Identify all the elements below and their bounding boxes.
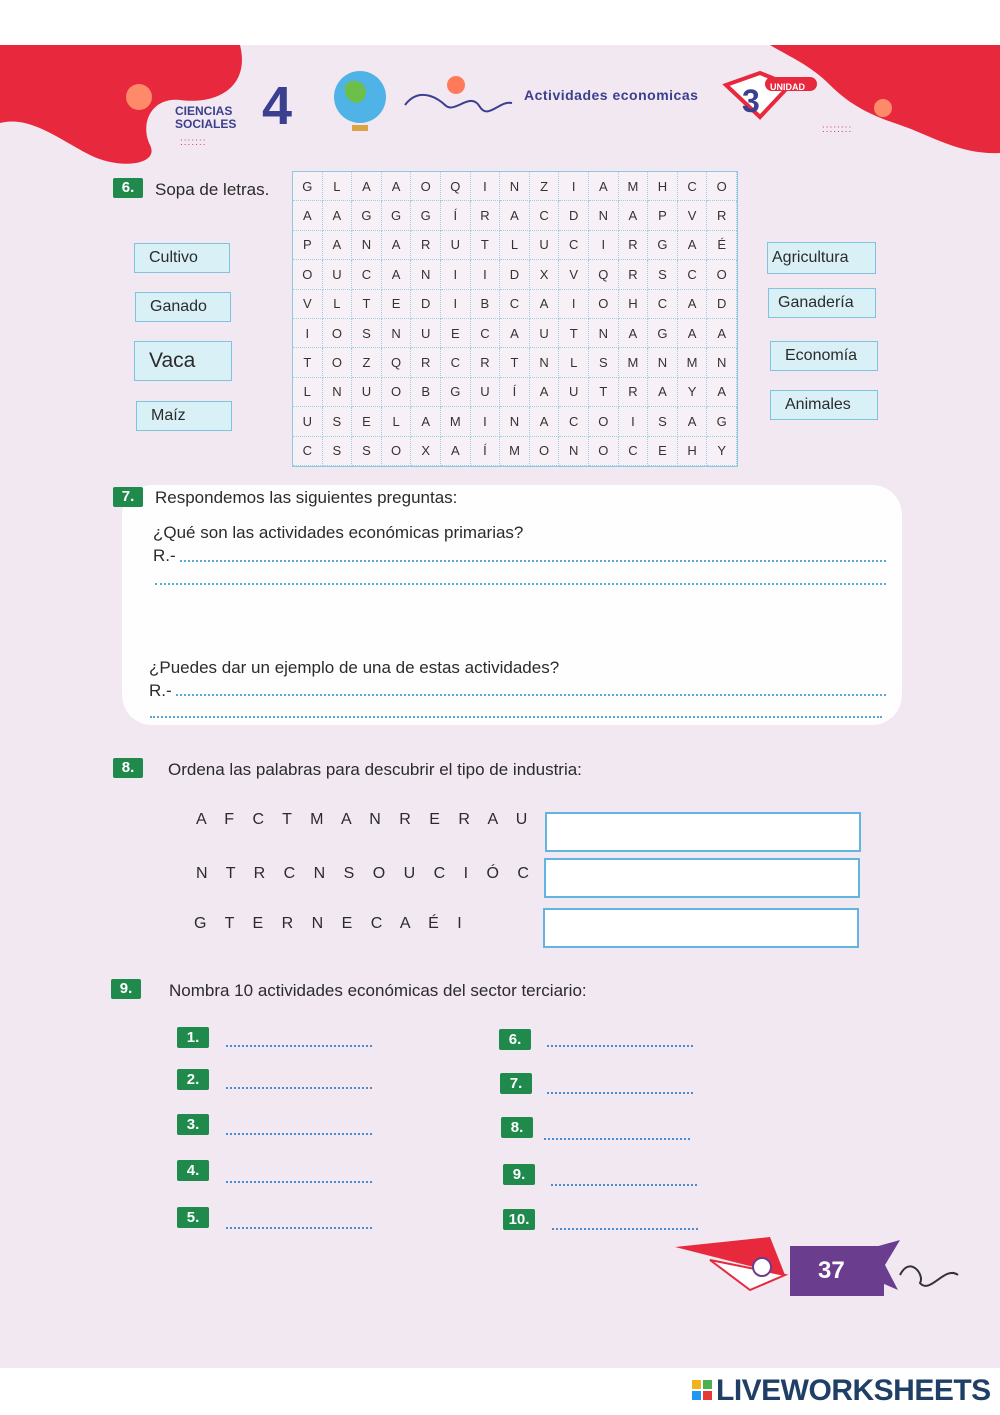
letter-cell[interactable]: C [293,437,323,466]
swirl-footer [900,1266,958,1286]
letter-cell[interactable]: T [293,348,323,377]
letter-cell[interactable]: X [530,260,560,289]
letter-cell[interactable]: M [619,172,649,201]
letter-cell[interactable]: U [293,407,323,436]
letter-cell[interactable]: N [352,231,382,260]
section-6-title: Sopa de letras. [155,180,270,199]
letter-cell[interactable]: U [352,378,382,407]
letter-cell[interactable]: R [619,231,649,260]
letter-cell[interactable]: Y [678,378,708,407]
letter-cell[interactable]: A [678,407,708,436]
letter-cell[interactable]: G [352,201,382,230]
letter-cell[interactable]: I [293,319,323,348]
answer-2-prefix: R.- [149,681,172,700]
letter-cell[interactable]: O [530,437,560,466]
item-line-10[interactable] [552,1228,698,1230]
item-badge-8: 8. [501,1117,533,1138]
answer-1-line-1[interactable] [180,560,886,562]
letter-cell[interactable]: G [648,319,678,348]
item-line-6[interactable] [547,1045,693,1047]
word-search-grid[interactable] [292,171,738,467]
letter-cell[interactable]: T [589,378,619,407]
topic-title: Actividades economicas [524,87,699,103]
letter-cell[interactable]: T [352,290,382,319]
letter-cell[interactable]: V [559,260,589,289]
word-ganaderia: Ganadería [768,288,876,318]
letter-cell[interactable]: C [559,407,589,436]
letter-cell[interactable]: A [352,172,382,201]
letter-cell[interactable]: H [648,172,678,201]
letter-cell[interactable]: Z [530,172,560,201]
letter-cell[interactable]: C [530,201,560,230]
letter-cell[interactable]: O [589,290,619,319]
letter-cell[interactable]: O [382,437,412,466]
letter-cell[interactable]: L [323,172,353,201]
letter-cell[interactable]: D [411,290,441,319]
letter-cell[interactable]: A [530,378,560,407]
header-ball-right [874,99,892,117]
letter-cell[interactable]: Q [441,172,471,201]
letter-cell[interactable]: E [352,407,382,436]
letter-cell[interactable]: D [500,260,530,289]
letter-cell[interactable]: R [411,348,441,377]
letter-cell[interactable]: H [678,437,708,466]
letter-cell[interactable]: A [441,437,471,466]
header-decoration [0,45,1000,175]
item-badge-10: 10. [503,1209,535,1230]
letter-cell[interactable]: V [678,201,708,230]
letter-cell[interactable]: L [323,290,353,319]
letter-cell[interactable]: N [589,201,619,230]
letter-cell[interactable]: I [559,290,589,319]
letter-cell[interactable]: É [707,231,737,260]
letter-cell[interactable]: N [559,437,589,466]
letter-cell[interactable]: G [707,407,737,436]
letter-cell[interactable]: R [619,260,649,289]
letter-cell[interactable]: A [678,290,708,319]
letter-cell[interactable]: M [678,348,708,377]
item-badge-2: 2. [177,1069,209,1090]
letter-cell[interactable]: M [441,407,471,436]
subject-line-2: SOCIALES [175,117,237,131]
letter-cell[interactable]: N [382,319,412,348]
section-9-badge: 9. [111,979,141,999]
letter-cell[interactable]: A [707,378,737,407]
letter-cell[interactable]: L [293,378,323,407]
letter-cell[interactable]: Q [589,260,619,289]
letter-cell[interactable]: N [411,260,441,289]
item-line-5[interactable] [226,1227,372,1229]
scramble-word-1: A F C T M A N R E R A U [196,811,535,828]
letter-cell[interactable]: A [293,201,323,230]
letter-cell[interactable]: O [707,172,737,201]
word-animales: Animales [770,390,878,420]
letter-cell[interactable]: A [589,172,619,201]
letter-cell[interactable]: C [678,260,708,289]
letter-cell[interactable]: A [619,319,649,348]
item-badge-9: 9. [503,1164,535,1185]
swirl-line [405,95,512,112]
letter-cell[interactable]: N [530,348,560,377]
letter-cell[interactable]: Y [707,437,737,466]
letter-cell[interactable]: R [619,378,649,407]
letter-cell[interactable]: A [323,231,353,260]
item-badge-3: 3. [177,1114,209,1135]
letter-cell[interactable]: B [471,290,501,319]
answer-box-2[interactable] [544,858,860,898]
letter-cell[interactable]: I [471,172,501,201]
item-badge-4: 4. [177,1160,209,1181]
letter-cell[interactable]: U [323,260,353,289]
letter-cell[interactable]: S [648,260,678,289]
letter-cell[interactable]: R [471,348,501,377]
letter-cell[interactable]: A [530,407,560,436]
letter-cell[interactable]: U [471,378,501,407]
letter-cell[interactable]: N [500,407,530,436]
letter-cell[interactable]: D [707,290,737,319]
dot-pattern: ::::::: [180,137,207,148]
answer-2-line-1[interactable] [176,694,886,696]
letter-cell[interactable]: R [411,231,441,260]
letter-cell[interactable]: A [500,319,530,348]
letter-cell[interactable]: A [323,201,353,230]
answer-1-line-2[interactable] [155,583,886,585]
letter-cell[interactable]: G [411,201,441,230]
letter-cell[interactable]: A [678,319,708,348]
letter-cell[interactable]: C [619,437,649,466]
letter-cell[interactable]: A [500,201,530,230]
letter-cell[interactable]: N [589,319,619,348]
letter-cell[interactable]: S [352,437,382,466]
letter-cell[interactable]: A [678,231,708,260]
item-line-9[interactable] [551,1184,697,1186]
letter-cell[interactable]: H [619,290,649,319]
letter-cell[interactable]: V [293,290,323,319]
section-6-badge: 6. [113,178,143,198]
letter-cell[interactable]: Í [500,378,530,407]
letter-cell[interactable]: Í [471,437,501,466]
letter-cell[interactable]: O [707,260,737,289]
letter-cell[interactable]: A [648,378,678,407]
letter-cell[interactable]: E [382,290,412,319]
letter-cell[interactable]: O [589,437,619,466]
question-2: ¿Puedes dar un ejemplo de una de estas actividades? [149,658,560,677]
section-7-title: Respondemos las siguientes preguntas: [155,488,458,507]
answer-2-line-2[interactable] [150,716,882,718]
dot-pattern-right: :::::::: [822,124,853,135]
answer-1-prefix: R.- [153,546,176,565]
item-line-1[interactable] [226,1045,372,1047]
letter-cell[interactable]: L [382,407,412,436]
letter-cell[interactable]: C [678,172,708,201]
item-badge-5: 5. [177,1207,209,1228]
letter-cell[interactable]: C [500,290,530,319]
unit-number: 3 [742,83,760,119]
letter-cell[interactable]: O [323,348,353,377]
letter-cell[interactable]: T [500,348,530,377]
item-badge-7: 7. [500,1073,532,1094]
letter-cell[interactable]: Í [441,201,471,230]
item-badge-1: 1. [177,1027,209,1048]
letter-cell[interactable]: A [382,172,412,201]
letter-cell[interactable]: U [530,231,560,260]
letter-cell[interactable]: L [500,231,530,260]
word-vaca: Vaca [134,341,232,381]
letter-cell[interactable]: A [382,260,412,289]
letter-cell[interactable]: R [707,201,737,230]
letter-cell[interactable]: S [352,319,382,348]
brush-background [122,485,902,725]
letter-cell[interactable]: N [323,378,353,407]
letter-cell[interactable]: I [441,260,471,289]
item-line-7[interactable] [547,1092,693,1094]
letter-cell[interactable]: U [559,378,589,407]
letter-cell[interactable]: I [589,231,619,260]
item-line-3[interactable] [226,1133,372,1135]
letter-cell[interactable]: Z [352,348,382,377]
letter-cell[interactable]: G [293,172,323,201]
letter-cell[interactable]: O [411,172,441,201]
letter-cell[interactable]: O [382,378,412,407]
letter-cell[interactable]: G [648,231,678,260]
answer-box-3[interactable] [543,908,859,948]
item-line-2[interactable] [226,1087,372,1089]
letter-cell[interactable]: I [559,172,589,201]
header-ball [126,84,152,110]
item-line-4[interactable] [226,1181,372,1183]
letter-cell[interactable]: I [619,407,649,436]
header-wave-right [770,45,1000,153]
letter-cell[interactable]: T [471,231,501,260]
letter-cell[interactable]: M [619,348,649,377]
section-7-badge: 7. [113,487,143,507]
letter-cell[interactable]: C [441,348,471,377]
letter-cell[interactable]: A [411,407,441,436]
grade-number: 4 [262,76,293,136]
letter-cell[interactable]: N [500,172,530,201]
letter-cell[interactable]: I [471,260,501,289]
letter-cell[interactable]: A [707,319,737,348]
letter-cell[interactable]: G [382,201,412,230]
word-agricultura: Agricultura [767,242,876,274]
letter-cell[interactable]: M [500,437,530,466]
letter-cell[interactable]: D [559,201,589,230]
item-line-8[interactable] [544,1138,690,1140]
word-cultivo: Cultivo [134,243,230,273]
page-number: 37 [818,1257,845,1284]
letter-cell[interactable]: R [471,201,501,230]
liveworksheets-logo-icon [692,1380,712,1400]
section-9-title: Nombra 10 actividades económicas del sector terciario: [169,981,587,1000]
word-maiz: Maíz [136,401,232,431]
letter-cell[interactable]: A [530,290,560,319]
letter-cell[interactable]: L [559,348,589,377]
letter-cell[interactable]: P [293,231,323,260]
answer-box-1[interactable] [545,812,861,852]
letter-cell[interactable]: B [411,378,441,407]
letter-cell[interactable]: A [382,231,412,260]
letter-cell[interactable]: T [559,319,589,348]
word-economia: Economía [770,341,878,371]
letter-cell[interactable]: G [441,378,471,407]
worksheet-page [0,45,1000,1368]
header-ball-mid [447,76,465,94]
letter-cell[interactable]: S [589,348,619,377]
liveworksheets-brand[interactable]: LIVEWORKSHEETS [716,1374,991,1407]
letter-cell[interactable]: N [648,348,678,377]
letter-cell[interactable]: A [619,201,649,230]
unit-label: UNIDAD [770,82,805,92]
letter-cell[interactable]: C [352,260,382,289]
letter-cell[interactable]: O [323,319,353,348]
letter-cell[interactable]: O [589,407,619,436]
letter-cell[interactable]: C [648,290,678,319]
question-1: ¿Qué son las actividades económicas primarias? [153,523,524,542]
subject-label [175,105,236,131]
letter-cell[interactable]: P [648,201,678,230]
letter-cell[interactable]: I [441,290,471,319]
word-ganado: Ganado [135,292,231,322]
scramble-word-2: N T R C N S O U C I Ó C [196,865,536,882]
letter-cell[interactable]: S [323,437,353,466]
letter-cell[interactable]: Q [382,348,412,377]
subject-line-1: CIENCIAS [175,104,233,118]
letter-cell[interactable]: C [559,231,589,260]
letter-cell[interactable]: U [530,319,560,348]
section-8-title: Ordena las palabras para descubrir el tipo de industria: [168,760,582,779]
item-badge-6: 6. [499,1029,531,1050]
letter-cell[interactable]: O [293,260,323,289]
letter-cell[interactable]: U [411,319,441,348]
letter-cell[interactable]: C [471,319,501,348]
letter-cell[interactable]: X [411,437,441,466]
letter-cell[interactable]: E [648,437,678,466]
section-8-badge: 8. [113,758,143,778]
letter-cell[interactable]: S [648,407,678,436]
letter-cell[interactable]: U [441,231,471,260]
letter-cell[interactable]: I [471,407,501,436]
letter-cell[interactable]: E [441,319,471,348]
scramble-word-3: G T E R N E C A É I [194,915,469,932]
letter-cell[interactable]: S [323,407,353,436]
letter-cell[interactable]: N [707,348,737,377]
